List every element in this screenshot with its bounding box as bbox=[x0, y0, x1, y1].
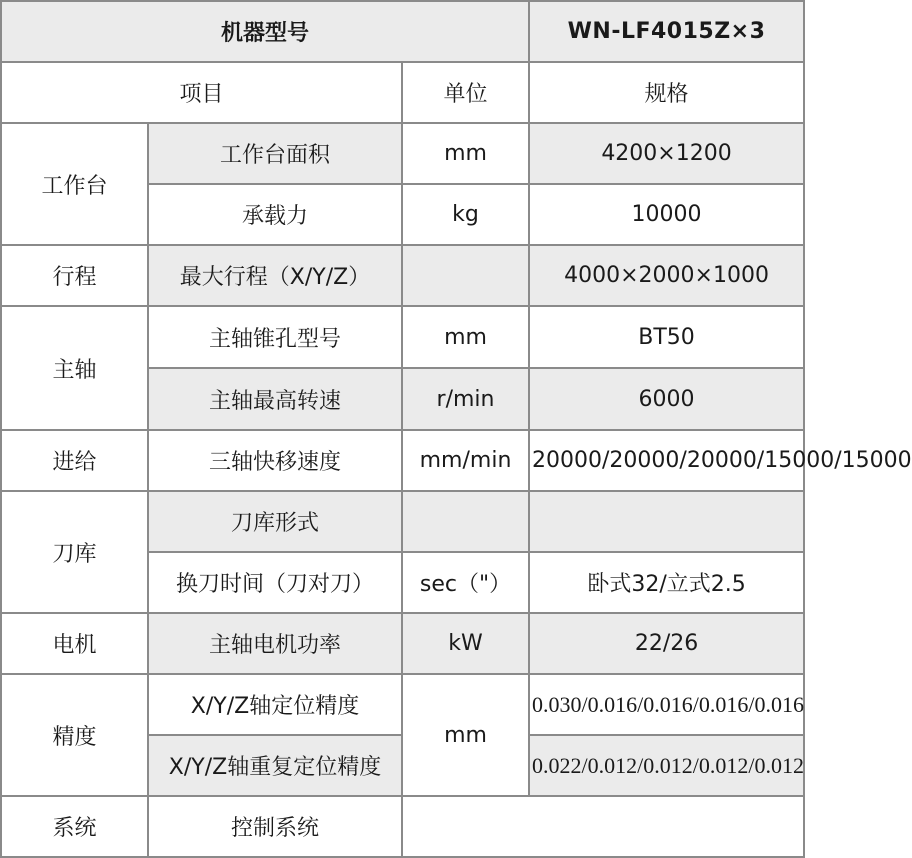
row-name: 主轴电机功率 bbox=[148, 613, 402, 674]
section-label-worktable: 工作台 bbox=[1, 123, 148, 245]
row-unit: mm bbox=[402, 123, 529, 184]
row-name: 三轴快移速度 bbox=[148, 430, 402, 491]
section-label-spindle: 主轴 bbox=[1, 306, 148, 430]
table-row bbox=[1, 430, 804, 491]
row-value: 卧式32/立式2.5 bbox=[529, 552, 804, 613]
row-value bbox=[402, 796, 804, 857]
row-unit bbox=[402, 491, 529, 552]
row-name: 控制系统 bbox=[148, 796, 402, 857]
row-unit: mm bbox=[402, 674, 529, 796]
section-label-feed: 进给 bbox=[1, 430, 148, 491]
row-unit: r/min bbox=[402, 368, 529, 430]
row-value: BT50 bbox=[529, 306, 804, 368]
row-value: 20000/20000/20000/15000/15000 bbox=[529, 430, 804, 491]
row-unit: mm/min bbox=[402, 430, 529, 491]
section-label-system: 系统 bbox=[1, 796, 148, 857]
table-row bbox=[1, 613, 804, 674]
section-label-travel: 行程 bbox=[1, 245, 148, 306]
table-row bbox=[1, 306, 804, 368]
row-value: 4000×2000×1000 bbox=[529, 245, 804, 306]
table-row bbox=[1, 674, 804, 735]
row-name: 刀库形式 bbox=[148, 491, 402, 552]
table-row bbox=[1, 491, 804, 552]
model-value: WN-LF4015Z×3 bbox=[529, 1, 804, 62]
row-value: 6000 bbox=[529, 368, 804, 430]
row-value: 0.030/0.016/0.016/0.016/0.016 bbox=[529, 674, 804, 735]
row-unit: mm bbox=[402, 306, 529, 368]
row-name: 最大行程（X/Y/Z） bbox=[148, 245, 402, 306]
row-name: 承载力 bbox=[148, 184, 402, 245]
section-label-accuracy: 精度 bbox=[1, 674, 148, 796]
row-name: 换刀时间（刀对刀） bbox=[148, 552, 402, 613]
row-unit: kg bbox=[402, 184, 529, 245]
column-item: 项目 bbox=[1, 62, 402, 123]
column-spec: 规格 bbox=[529, 62, 804, 123]
table-row bbox=[1, 245, 804, 306]
row-name: 工作台面积 bbox=[148, 123, 402, 184]
model-row bbox=[1, 1, 804, 62]
row-value: 4200×1200 bbox=[529, 123, 804, 184]
row-name: X/Y/Z轴定位精度 bbox=[148, 674, 402, 735]
row-value bbox=[529, 491, 804, 552]
row-name: 主轴最高转速 bbox=[148, 368, 402, 430]
model-label: 机器型号 bbox=[1, 1, 529, 62]
table-row bbox=[1, 796, 804, 857]
row-value: 22/26 bbox=[529, 613, 804, 674]
table-row bbox=[1, 123, 804, 184]
row-value: 0.022/0.012/0.012/0.012/0.012 bbox=[529, 735, 804, 796]
row-unit bbox=[402, 245, 529, 306]
row-name: X/Y/Z轴重复定位精度 bbox=[148, 735, 402, 796]
row-unit: sec（"） bbox=[402, 552, 529, 613]
row-name: 主轴锥孔型号 bbox=[148, 306, 402, 368]
section-label-magazine: 刀库 bbox=[1, 491, 148, 613]
column-unit: 单位 bbox=[402, 62, 529, 123]
column-header-row bbox=[1, 62, 804, 123]
row-value: 10000 bbox=[529, 184, 804, 245]
row-unit: kW bbox=[402, 613, 529, 674]
section-label-motor: 电机 bbox=[1, 613, 148, 674]
